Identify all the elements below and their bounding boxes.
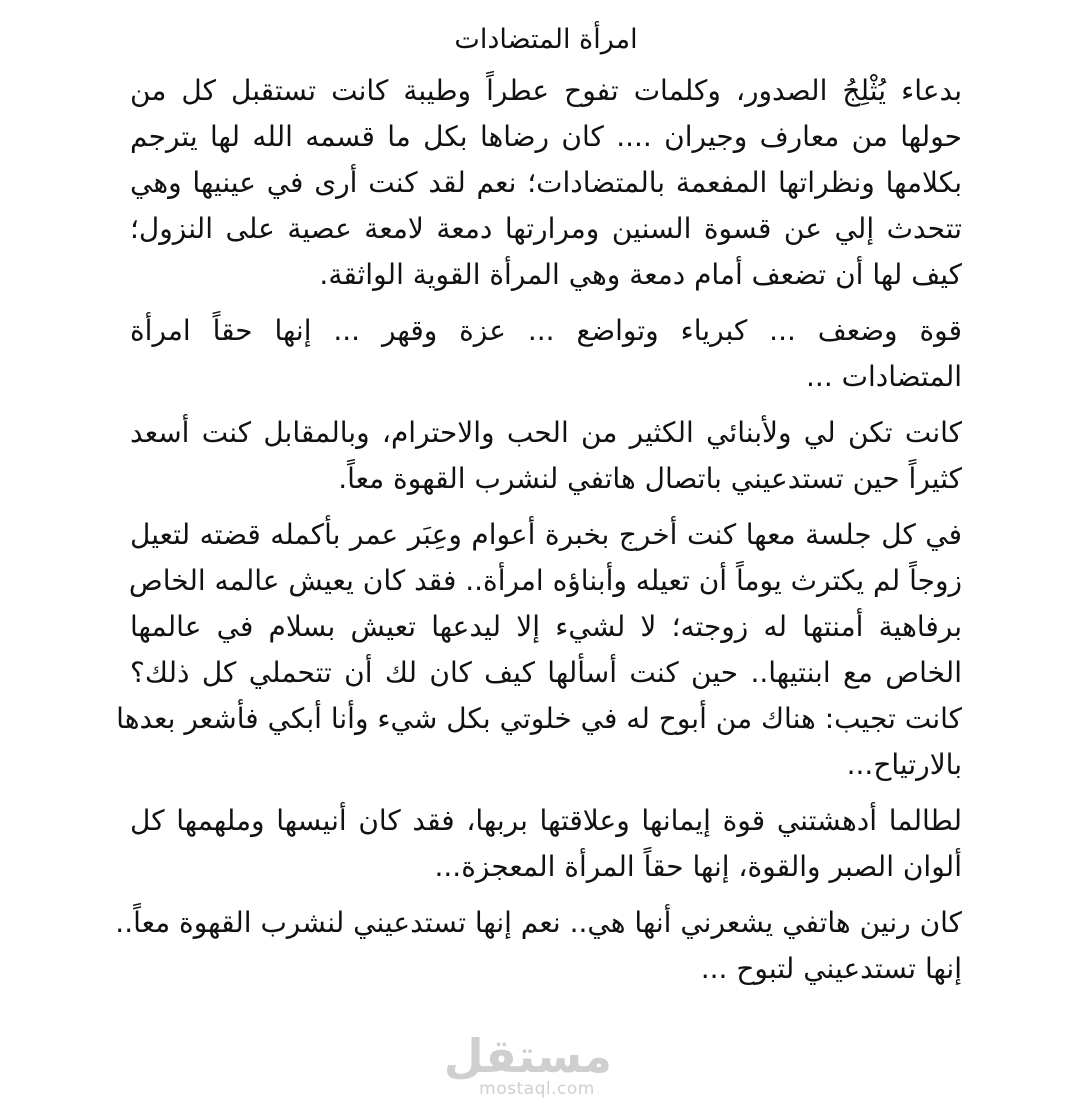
text-line: بدعاء يُثْلِجُ الصدور، وكلمات تفوح عطراً وطيبة كانت تستقبل كل من bbox=[130, 74, 962, 107]
text-line: الخاص مع ابنتيها.. حين كنت أسألها كيف كان لك أن تتحملي كل ذلك؟ bbox=[130, 656, 962, 689]
text-line: كيف لها أن تضعف أمام دمعة وهي المرأة القوية الواثقة. bbox=[319, 258, 962, 291]
paragraph bbox=[115, 900, 962, 992]
document bbox=[115, 18, 962, 1002]
text-line: في كل جلسة معها كنت أخرج بخبرة أعوام وعِبَر عمر بأكمله قضته لتعيل bbox=[130, 518, 962, 551]
text-line: كثيراً حين تستدعيني باتصال هاتفي لنشرب القهوة معاً. bbox=[338, 462, 962, 495]
watermark-logo-latin: mostaql.com bbox=[479, 1079, 595, 1099]
text-line: كانت تجيب: هناك من أبوح له في خلوتي بكل شيء وأنا أبكي فأشعر بعدها bbox=[116, 702, 962, 735]
text-line: كانت تكن لي ولأبنائي الكثير من الحب والاحترام، وبالمقابل كنت أسعد bbox=[130, 416, 962, 449]
mostaql-watermark bbox=[443, 1029, 612, 1099]
text-line: ألوان الصبر والقوة، إنها حقاً المرأة المعجزة... bbox=[434, 850, 962, 883]
paragraph bbox=[130, 410, 962, 502]
text-line: بكلامها ونظراتها المفعمة بالمتضادات؛ نعم لقد كنت أرى في عينيها وهي bbox=[130, 166, 962, 199]
document-title: امرأة المتضادات bbox=[454, 24, 638, 55]
paragraph bbox=[130, 68, 962, 298]
text-line: المتضادات ... bbox=[806, 360, 962, 393]
text-line: كان رنين هاتفي يشعرني أنها هي.. نعم إنها تستدعيني لنشرب القهوة معاً.. bbox=[115, 906, 962, 939]
text-line: قوة وضعف ... كبرياء وتواضع ... عزة وقهر ... إنها حقاً امرأة bbox=[130, 314, 962, 347]
text-line: إنها تستدعيني لتبوح ... bbox=[700, 952, 962, 985]
text-line: بالارتياح... bbox=[846, 748, 962, 781]
watermark-logo-arabic: مستقل bbox=[443, 1029, 612, 1083]
paragraph bbox=[130, 308, 962, 400]
paragraph bbox=[116, 512, 962, 788]
text-line: لطالما أدهشتني قوة إيمانها وعلاقتها بربها، فقد كان أنيسها وملهمها كل bbox=[130, 804, 962, 837]
paragraph bbox=[130, 798, 962, 890]
text-line: تتحدث إلي عن قسوة السنين ومرارتها دمعة لامعة عصية على النزول؛ bbox=[130, 212, 962, 245]
text-line: برفاهية أمنتها له زوجته؛ لا لشيء إلا ليدعها تعيش بسلام في عالمها bbox=[130, 610, 962, 643]
text-line: حولها من معارف وجيران .... كان رضاها بكل ما قسمه الله لها يترجم bbox=[130, 120, 962, 153]
text-line: زوجاً لم يكترث يوماً أن تعيله وأبناؤه امرأة.. فقد كان يعيش عالمه الخاص bbox=[128, 564, 962, 597]
